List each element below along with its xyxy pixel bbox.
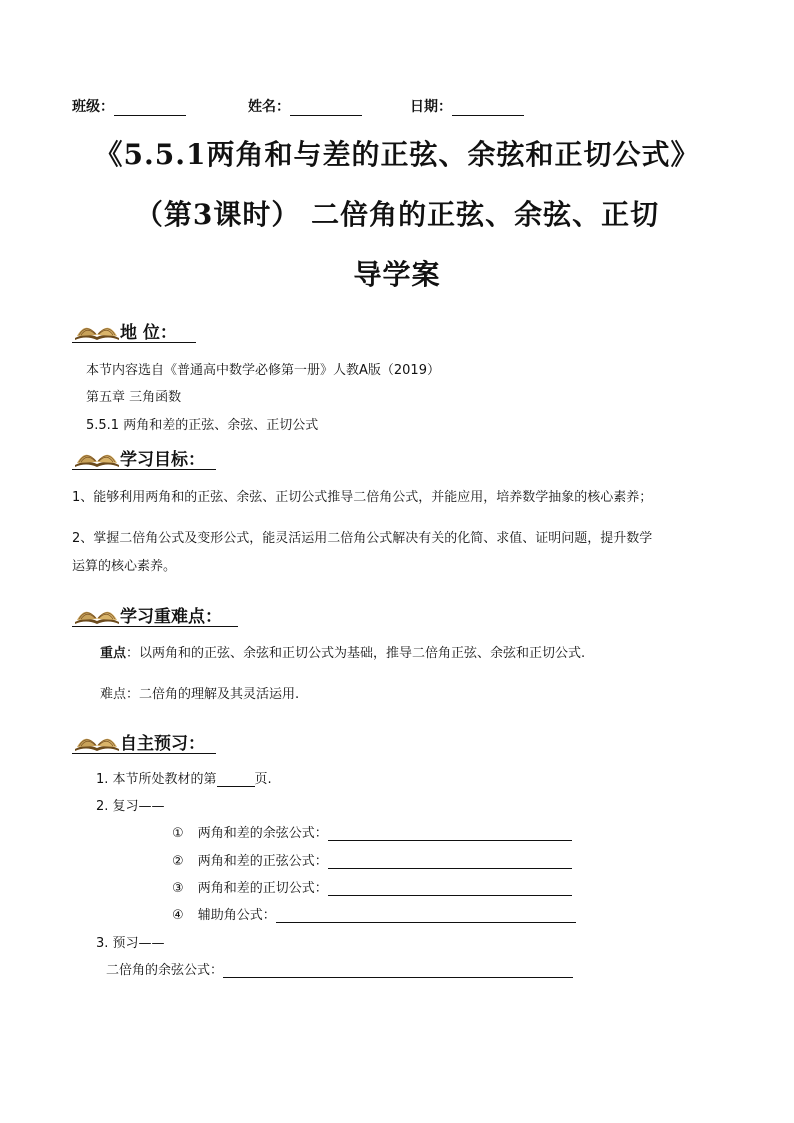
- review-item-2: [172, 850, 572, 869]
- page-number-blank[interactable]: [217, 772, 255, 787]
- page-title-line1: 《5.5.1两角和与差的正弦、余弦和正切公式》: [94, 138, 700, 171]
- page-title-line3: 导学案: [353, 258, 441, 291]
- answer-blank[interactable]: [276, 908, 576, 923]
- q1-suffix: 页.: [254, 772, 272, 787]
- class-label: 班级：: [72, 99, 114, 115]
- open-book-icon: [72, 441, 122, 469]
- review-number: ③: [172, 881, 184, 896]
- open-book-icon: [72, 314, 122, 342]
- key-point-text: ：以两角和的正弦、余弦和正切公式为基础，推导二倍角正弦、余弦和正切公式.: [126, 646, 586, 661]
- class-blank[interactable]: [114, 101, 186, 116]
- position-line-2: 第五章 三角函数: [86, 390, 182, 405]
- preview-question-3: 3. 预习——: [96, 936, 165, 951]
- review-item-3: [172, 877, 572, 896]
- answer-blank[interactable]: [328, 881, 572, 896]
- section-underline: [72, 626, 238, 627]
- review-number: ①: [172, 826, 184, 841]
- review-label: 两角和差的正切公式：: [197, 881, 328, 896]
- name-label: 姓名：: [248, 99, 290, 115]
- review-number: ④: [172, 908, 184, 923]
- name-blank[interactable]: [290, 101, 362, 116]
- open-book-icon: [72, 598, 122, 626]
- section-underline: [72, 469, 216, 470]
- date-field: [410, 96, 524, 116]
- section-position-heading: 地 位：: [120, 323, 177, 343]
- double-angle-cos-label: 二倍角的余弦公式：: [106, 963, 224, 978]
- review-number: ②: [172, 854, 184, 869]
- double-angle-cos-line: [106, 959, 573, 978]
- class-field: [72, 96, 186, 116]
- objective-item-2-line-1: 2、掌握二倍角公式及变形公式，能灵活运用二倍角公式解决有关的化简、求值、证明问题，提升数学: [72, 531, 653, 546]
- position-line-3: 5.5.1 两角和差的正弦、余弦、正切公式: [86, 418, 319, 433]
- key-point-label: 重点: [100, 646, 127, 661]
- review-label: 两角和差的余弦公式：: [197, 826, 328, 841]
- page-title-line2: （第3课时） 二倍角的正弦、余弦、正切: [134, 198, 660, 231]
- review-label: 辅助角公式：: [197, 908, 276, 923]
- objective-item-2-line-2: 运算的核心素养。: [72, 559, 177, 574]
- difficult-point-line: 难点：二倍角的理解及其灵活运用.: [100, 687, 300, 702]
- answer-blank[interactable]: [328, 826, 572, 841]
- answer-blank[interactable]: [223, 963, 573, 978]
- section-underline: [72, 753, 216, 754]
- position-line-1: 本节内容选自《普通高中数学必修第一册》人教A版（2019）: [86, 363, 440, 378]
- date-blank[interactable]: [452, 101, 524, 116]
- key-point-line: [100, 642, 585, 661]
- section-objectives-heading: 学习目标：: [120, 450, 205, 470]
- q1-prefix: 1. 本节所处教材的第: [96, 772, 217, 787]
- objective-item-1: 1、能够利用两角和的正弦、余弦、正切公式推导二倍角公式，并能应用，培养数学抽象的核心素养；: [72, 490, 653, 505]
- name-field: [248, 96, 362, 116]
- section-preview-heading: 自主预习：: [120, 734, 205, 754]
- review-label: 两角和差的正弦公式：: [197, 854, 328, 869]
- review-item-1: [172, 822, 572, 841]
- preview-question-1: [96, 768, 272, 787]
- section-underline: [72, 342, 196, 343]
- date-label: 日期：: [410, 99, 452, 115]
- open-book-icon: [72, 725, 122, 753]
- answer-blank[interactable]: [328, 854, 572, 869]
- review-item-4: [172, 904, 576, 923]
- preview-question-2: 2. 复习——: [96, 799, 165, 814]
- section-keypoints-heading: 学习重难点：: [120, 607, 222, 627]
